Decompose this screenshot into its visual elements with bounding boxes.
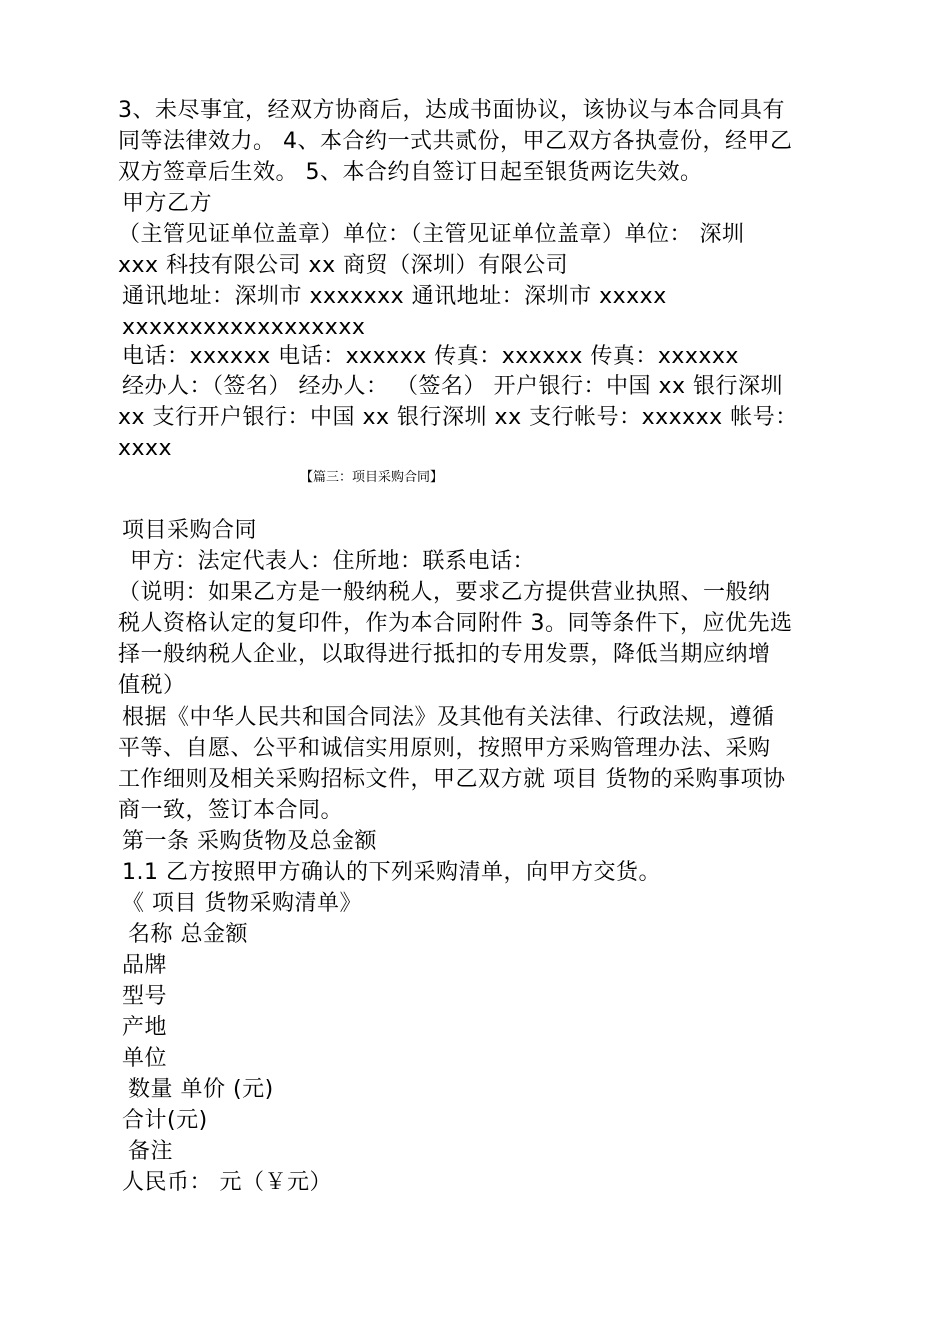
- text-line: xxx 科技有限公司 xx 商贸（深圳）有限公司: [118, 253, 569, 278]
- text-line: 3、未尽事宜，经双方协商后，达成书面协议，该协议与本合同具有: [118, 98, 785, 123]
- text-line: 值税）: [118, 673, 186, 698]
- text-line: （说明：如果乙方是一般纳税人，要求乙方提供营业执照、一般纳: [118, 580, 771, 605]
- text-line: xxxxxxxxxxxxxxxxxx: [122, 315, 366, 340]
- list-field: 品牌: [122, 953, 168, 978]
- list-field: 合计(元): [122, 1108, 208, 1133]
- contract-title: 项目采购合同: [122, 518, 258, 543]
- text-line: 甲方乙方: [122, 191, 213, 216]
- text-line: 税人资格认定的复印件，作为本合同附件 3。同等条件下，应优先选: [118, 611, 793, 636]
- text-line: 同等法律效力。 4、本合约一式共贰份，甲乙双方各执壹份，经甲乙: [118, 129, 793, 154]
- text-line: xxxx: [118, 436, 173, 461]
- list-field: 型号: [122, 984, 168, 1009]
- text-line: 1.1 乙方按照甲方确认的下列采购清单，向甲方交货。: [122, 860, 661, 885]
- text-line: 双方签章后生效。 5、本合约自签订日起至银货两讫失效。: [118, 160, 703, 185]
- list-field: 名称 总金额: [128, 922, 248, 947]
- list-field: 备注: [128, 1139, 174, 1164]
- text-line: 通讯地址：深圳市 xxxxxxx 通讯地址：深圳市 xxxxx: [122, 284, 667, 309]
- text-line: xx 支行开户银行：中国 xx 银行深圳 xx 支行帐号：xxxxxx 帐号：: [118, 405, 798, 430]
- text-line: 商一致，签订本合同。: [118, 798, 344, 823]
- list-field: 数量 单价 (元): [128, 1077, 274, 1102]
- text-line: 根据《中华人民共和国合同法》及其他有关法律、行政法规，遵循: [122, 705, 775, 730]
- list-title: 《 项目 货物采购清单》: [122, 891, 362, 916]
- article-heading: 第一条 采购货物及总金额: [122, 829, 377, 854]
- list-field: 产地: [122, 1015, 168, 1040]
- text-line: （主管见证单位盖章）单位：（主管见证单位盖章）单位： 深圳: [118, 222, 745, 247]
- list-field: 人民币： 元（￥元）: [122, 1170, 332, 1195]
- text-line: 平等、自愿、公平和诚信实用原则，按照甲方采购管理办法、采购: [118, 736, 771, 761]
- text-line: 择一般纳税人企业，以取得进行抵扣的专用发票，降低当期应纳增: [118, 642, 771, 667]
- text-line: 电话：xxxxxx 电话：xxxxxx 传真：xxxxxx 传真：xxxxxx: [122, 344, 739, 369]
- list-field: 单位: [122, 1046, 168, 1071]
- text-line: 经办人：（签名） 经办人： （签名） 开户银行：中国 xx 银行深圳: [122, 374, 784, 399]
- section-heading: 【篇三：项目采购合同】: [300, 470, 444, 485]
- text-line: 甲方：法定代表人：住所地：联系电话：: [130, 549, 536, 574]
- text-line: 工作细则及相关采购招标文件，甲乙双方就 项目 货物的采购事项协: [118, 767, 786, 792]
